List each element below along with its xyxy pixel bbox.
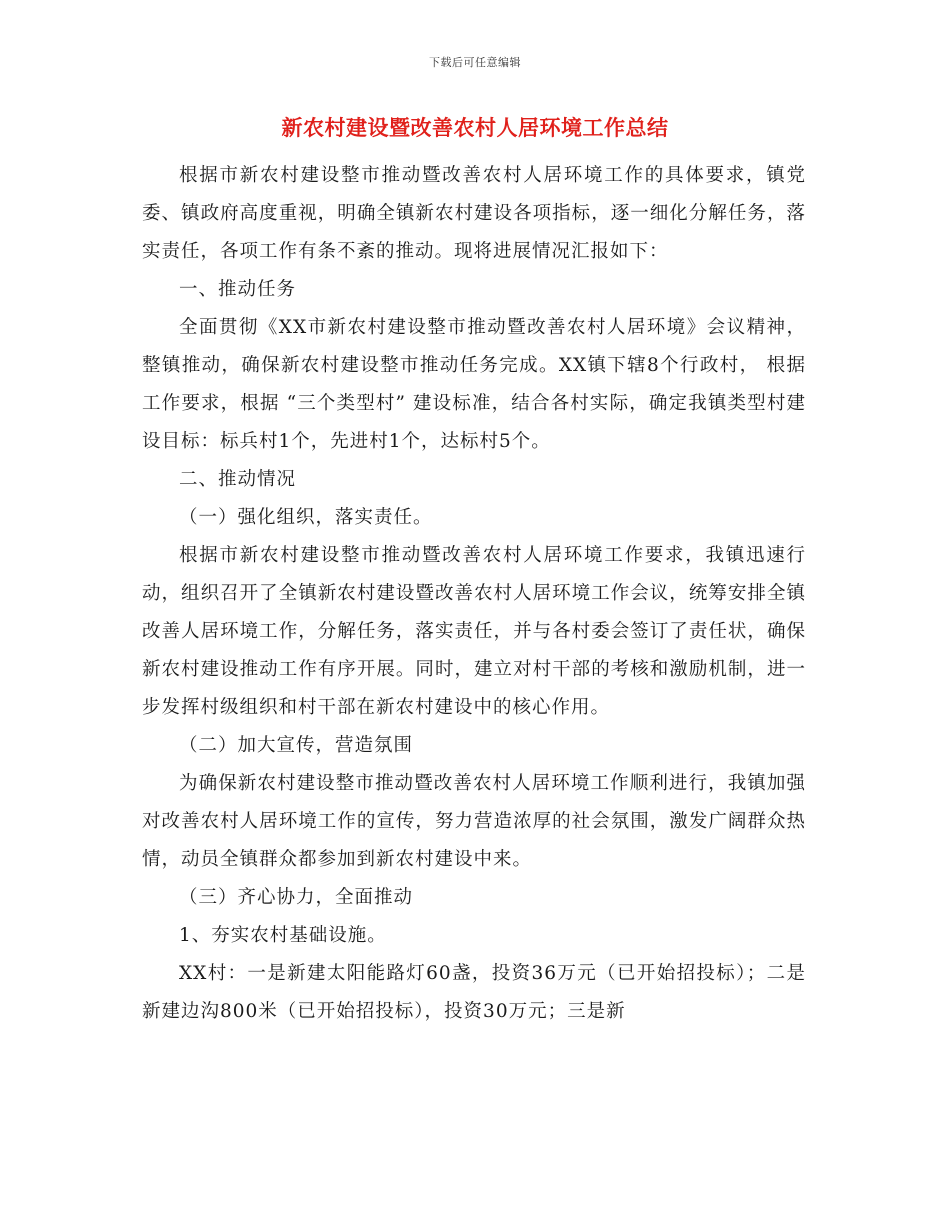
paragraph-village-projects: XX村：一是新建太阳能路灯60盏，投资36万元（已开始招投标）；二是新建边沟800米（已开始招投标），投资30万元；三是新 <box>142 963 806 1022</box>
document-body <box>142 157 806 1031</box>
paragraph-publicity: 为确保新农村建设整市推动暨改善农村人居环境工作顺利进行，我镇加强对改善农村人居环境工作的宣传，努力营造浓厚的社会氛围，激发广阔群众热情，动员全镇群众都参加到新农村建设中来。 <box>142 773 806 870</box>
paragraph-organization: 根据市新农村建设整市推动暨改善农村人居环境工作要求，我镇迅速行动，组织召开了全镇新农村建设暨改善农村人居环境工作会议，统筹安排全镇改善人居环境工作，分解任务，落实责任，并与各村委会签订了责任状，确保新农村建设推动工作有序开展。同时，建立对村干部的考核和激励机制，进一步发挥村级组织和村干部在新农村建设中的核心作用。 <box>142 545 806 718</box>
section-heading-progress: 二、推动情况 <box>179 469 297 490</box>
paragraph-tasks: 全面贯彻《XX市新农村建设整市推动暨改善农村人居环境》会议精神，整镇推动，确保新农村建设整市推动任务完成。XX镇下辖8个行政村， 根据工作要求，根据 “三个类型村” 建设标准，结合各村实际，确定我镇类型村建设目标：标兵村1个，先进村1个，达标村5个。 <box>142 317 806 452</box>
document-title: 新农村建设暨改善农村人居环境工作总结 <box>281 115 669 140</box>
paragraph-intro: 根据市新农村建设整市推动暨改善农村人居环境工作的具体要求，镇党委、镇政府高度重视，明确全镇新农村建设各项指标，逐一细化分解任务，落实责任，各项工作有条不紊的推动。现将进展情况汇报如下： <box>142 165 806 262</box>
subheading-cooperation: （三）齐心协力，全面推动 <box>179 887 414 908</box>
section-heading-tasks: 一、推动任务 <box>179 279 297 300</box>
item-infrastructure: 1、夯实农村基础设施。 <box>179 925 387 946</box>
subheading-publicity: （二）加大宣传，营造氛围 <box>179 735 414 756</box>
page-header-note: 下载后可任意编辑 <box>429 56 521 69</box>
subheading-organization: （一）强化组织，落实责任。 <box>179 507 433 528</box>
